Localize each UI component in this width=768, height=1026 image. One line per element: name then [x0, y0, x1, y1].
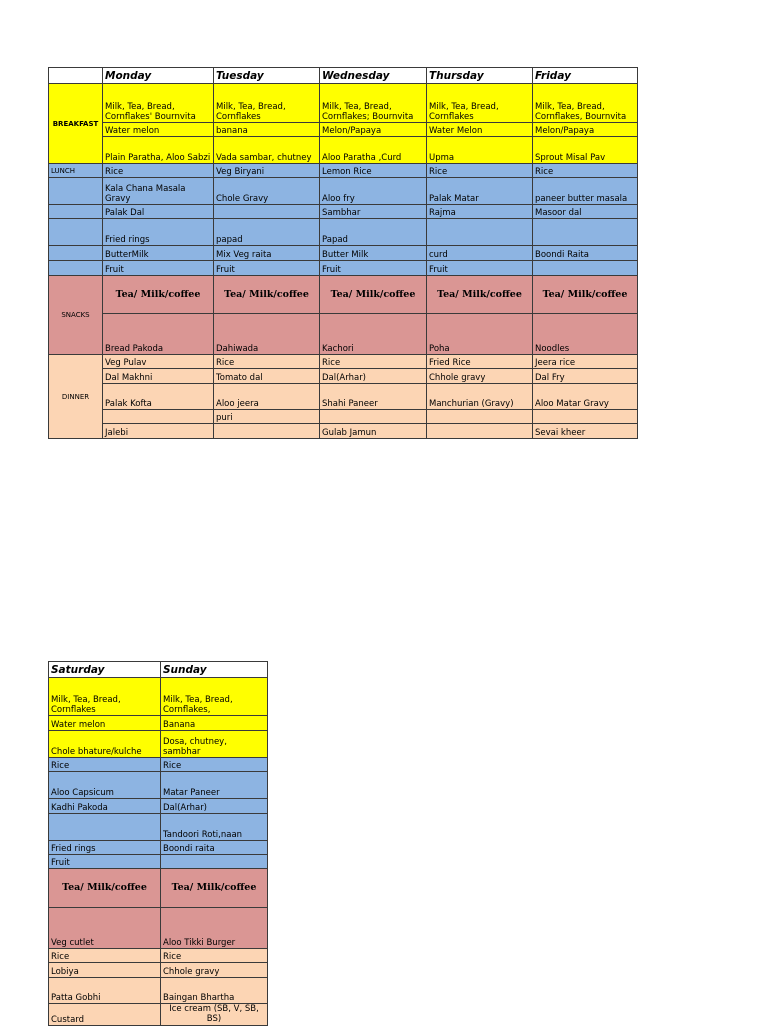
- blank-cell: [49, 246, 103, 261]
- menu-cell: papad: [214, 219, 320, 246]
- menu-cell: Sprout Misal Pav: [533, 137, 638, 164]
- table-row: [49, 814, 268, 841]
- meal-label-dinner: DINNER: [49, 355, 103, 439]
- menu-cell: Shahi Paneer: [320, 384, 427, 410]
- menu-cell: Rice: [320, 355, 427, 369]
- menu-cell: Manchurian (Gravy): [427, 384, 533, 410]
- menu-cell: Custard: [49, 1004, 161, 1026]
- menu-cell: Rajma: [427, 205, 533, 219]
- table-row: [49, 261, 638, 276]
- table-row: [49, 410, 638, 424]
- menu-cell: Tea/ Milk/coffee: [320, 276, 427, 314]
- menu-cell: Rice: [103, 164, 214, 178]
- menu-cell: Mix Veg raita: [214, 246, 320, 261]
- menu-cell: Rice: [161, 949, 268, 963]
- menu-cell: Upma: [427, 137, 533, 164]
- table-row: [49, 384, 638, 410]
- menu-cell: Gulab Jamun: [320, 424, 427, 439]
- menu-cell: Fried rings: [49, 841, 161, 855]
- menu-cell: [161, 855, 268, 869]
- menu-cell: Aloo Matar Gravy: [533, 384, 638, 410]
- menu-cell: Water Melon: [427, 123, 533, 137]
- table-row: [49, 841, 268, 855]
- menu-cell: Kadhi Pakoda: [49, 799, 161, 814]
- table-row: [49, 963, 268, 978]
- menu-cell: Tea/ Milk/coffee: [161, 869, 268, 908]
- menu-cell: Fried Rice: [427, 355, 533, 369]
- meal-label-snacks: SNACKS: [49, 276, 103, 355]
- menu-cell: Jalebi: [103, 424, 214, 439]
- meal-label-breakfast: BREAKFAST: [49, 84, 103, 164]
- menu-cell: Fruit: [320, 261, 427, 276]
- table-row: [49, 869, 268, 908]
- menu-cell: Papad: [320, 219, 427, 246]
- menu-cell: Tea/ Milk/coffee: [533, 276, 638, 314]
- corner-cell: [49, 68, 103, 84]
- menu-cell: Tandoori Roti,naan: [161, 814, 268, 841]
- menu-cell: Dosa, chutney, sambhar: [161, 731, 268, 758]
- menu-cell: Noodles: [533, 314, 638, 355]
- menu-cell: Dal(Arhar): [161, 799, 268, 814]
- menu-cell: Veg Biryani: [214, 164, 320, 178]
- menu-cell: Chole Gravy: [214, 178, 320, 205]
- menu-cell: paneer butter masala: [533, 178, 638, 205]
- menu-cell: Milk, Tea, Bread, Cornflakes: [49, 678, 161, 716]
- menu-cell: puri: [214, 410, 320, 424]
- day-header: Thursday: [427, 68, 533, 84]
- menu-cell: Chole bhature/kulche: [49, 731, 161, 758]
- menu-cell: Rice: [533, 164, 638, 178]
- table-row: [49, 123, 638, 137]
- menu-cell: Aloo Tikki Burger: [161, 908, 268, 949]
- menu-cell: Aloo Capsicum: [49, 772, 161, 799]
- menu-cell: Melon/Papaya: [533, 123, 638, 137]
- table-row: [49, 678, 268, 716]
- menu-cell: Tea/ Milk/coffee: [214, 276, 320, 314]
- menu-cell: Veg cutlet: [49, 908, 161, 949]
- menu-cell: Rice: [49, 949, 161, 963]
- menu-cell: Dal Fry: [533, 369, 638, 384]
- menu-cell: Milk, Tea, Bread, Cornflakes: [427, 84, 533, 123]
- menu-cell: Tomato dal: [214, 369, 320, 384]
- menu-cell: Tea/ Milk/coffee: [49, 869, 161, 908]
- table-row: [49, 178, 638, 205]
- day-header: Tuesday: [214, 68, 320, 84]
- table-row: [49, 716, 268, 731]
- menu-cell: [49, 814, 161, 841]
- menu-cell: Fruit: [49, 855, 161, 869]
- table-row: [49, 355, 638, 369]
- menu-cell: Butter Milk: [320, 246, 427, 261]
- menu-cell: [533, 410, 638, 424]
- menu-cell: Rice: [427, 164, 533, 178]
- menu-cell: Milk, Tea, Bread, Cornflakes; Bournvita: [320, 84, 427, 123]
- menu-cell: Rice: [49, 758, 161, 772]
- blank-cell: [49, 178, 103, 205]
- day-header: Saturday: [49, 662, 161, 678]
- blank-cell: [49, 219, 103, 246]
- menu-cell: [427, 410, 533, 424]
- day-header: Sunday: [161, 662, 268, 678]
- menu-cell: Fruit: [427, 261, 533, 276]
- menu-cell: Dal Makhni: [103, 369, 214, 384]
- menu-cell: Boondi raita: [161, 841, 268, 855]
- menu-cell: Palak Kofta: [103, 384, 214, 410]
- menu-cell: [427, 219, 533, 246]
- menu-cell: Milk, Tea, Bread, Cornflakes' Bournvita: [103, 84, 214, 123]
- menu-cell: Aloo jeera: [214, 384, 320, 410]
- day-header: Friday: [533, 68, 638, 84]
- blank-cell: [49, 261, 103, 276]
- menu-cell: Rice: [214, 355, 320, 369]
- menu-cell: Patta Gobhi: [49, 978, 161, 1004]
- menu-cell: Dal(Arhar): [320, 369, 427, 384]
- menu-cell: Fruit: [214, 261, 320, 276]
- menu-cell: Palak Dal: [103, 205, 214, 219]
- header-row: [49, 662, 268, 678]
- menu-cell: curd: [427, 246, 533, 261]
- table-row: [49, 246, 638, 261]
- menu-cell: Vada sambar, chutney: [214, 137, 320, 164]
- menu-cell: Water melon: [49, 716, 161, 731]
- menu-cell: Milk, Tea, Bread, Cornflakes, Bournvita: [533, 84, 638, 123]
- menu-cell: [214, 424, 320, 439]
- table-row: [49, 424, 638, 439]
- table-row: [49, 731, 268, 758]
- menu-cell: Matar Paneer: [161, 772, 268, 799]
- menu-table-weekdays: [48, 67, 638, 439]
- menu-cell: Plain Paratha, Aloo Sabzi: [103, 137, 214, 164]
- menu-cell: Milk, Tea, Bread, Cornflakes: [214, 84, 320, 123]
- menu-cell: Banana: [161, 716, 268, 731]
- menu-cell: Boondi Raita: [533, 246, 638, 261]
- day-header: Monday: [103, 68, 214, 84]
- table-row: [49, 908, 268, 949]
- menu-cell: Lemon Rice: [320, 164, 427, 178]
- menu-cell: Bread Pakoda: [103, 314, 214, 355]
- table-row: [49, 855, 268, 869]
- menu-cell: Ice cream (SB, V, SB, BS): [161, 1004, 268, 1026]
- menu-cell: [533, 219, 638, 246]
- menu-cell: Veg Pulav: [103, 355, 214, 369]
- menu-cell: Lobiya: [49, 963, 161, 978]
- table-row: [49, 799, 268, 814]
- meal-label-lunch: LUNCH: [49, 164, 103, 178]
- table-row: [49, 84, 638, 123]
- menu-cell: Chhole gravy: [427, 369, 533, 384]
- menu-cell: Poha: [427, 314, 533, 355]
- menu-cell: Melon/Papaya: [320, 123, 427, 137]
- menu-cell: [103, 410, 214, 424]
- menu-cell: Tea/ Milk/coffee: [427, 276, 533, 314]
- menu-cell: Kala Chana Masala Gravy: [103, 178, 214, 205]
- menu-cell: Fried rings: [103, 219, 214, 246]
- menu-cell: Kachori: [320, 314, 427, 355]
- menu-cell: Sambhar: [320, 205, 427, 219]
- table-row: [49, 137, 638, 164]
- menu-cell: Chhole gravy: [161, 963, 268, 978]
- table-row: [49, 219, 638, 246]
- menu-cell: Dahiwada: [214, 314, 320, 355]
- menu-cell: ButterMilk: [103, 246, 214, 261]
- menu-cell: Palak Matar: [427, 178, 533, 205]
- menu-cell: Milk, Tea, Bread, Cornflakes,: [161, 678, 268, 716]
- menu-cell: Rice: [161, 758, 268, 772]
- menu-cell: [320, 410, 427, 424]
- table-row: [49, 164, 638, 178]
- menu-cell: Baingan Bhartha: [161, 978, 268, 1004]
- menu-cell: Aloo fry: [320, 178, 427, 205]
- blank-cell: [49, 205, 103, 219]
- table-row: [49, 978, 268, 1004]
- menu-cell: Aloo Paratha ,Curd: [320, 137, 427, 164]
- menu-cell: Sevai kheer: [533, 424, 638, 439]
- menu-cell: Fruit: [103, 261, 214, 276]
- header-row: [49, 68, 638, 84]
- menu-cell: Jeera rice: [533, 355, 638, 369]
- table-row: [49, 276, 638, 314]
- menu-cell: Water melon: [103, 123, 214, 137]
- table-row: [49, 1004, 268, 1026]
- table-row: [49, 949, 268, 963]
- day-header: Wednesday: [320, 68, 427, 84]
- menu-table-weekend: [48, 661, 268, 1026]
- menu-cell: [427, 424, 533, 439]
- table-row: [49, 314, 638, 355]
- table-row: [49, 772, 268, 799]
- table-row: [49, 369, 638, 384]
- menu-cell: Masoor dal: [533, 205, 638, 219]
- menu-cell: [214, 205, 320, 219]
- table-row: [49, 205, 638, 219]
- menu-cell: Tea/ Milk/coffee: [103, 276, 214, 314]
- menu-cell: banana: [214, 123, 320, 137]
- menu-cell: [533, 261, 638, 276]
- table-row: [49, 758, 268, 772]
